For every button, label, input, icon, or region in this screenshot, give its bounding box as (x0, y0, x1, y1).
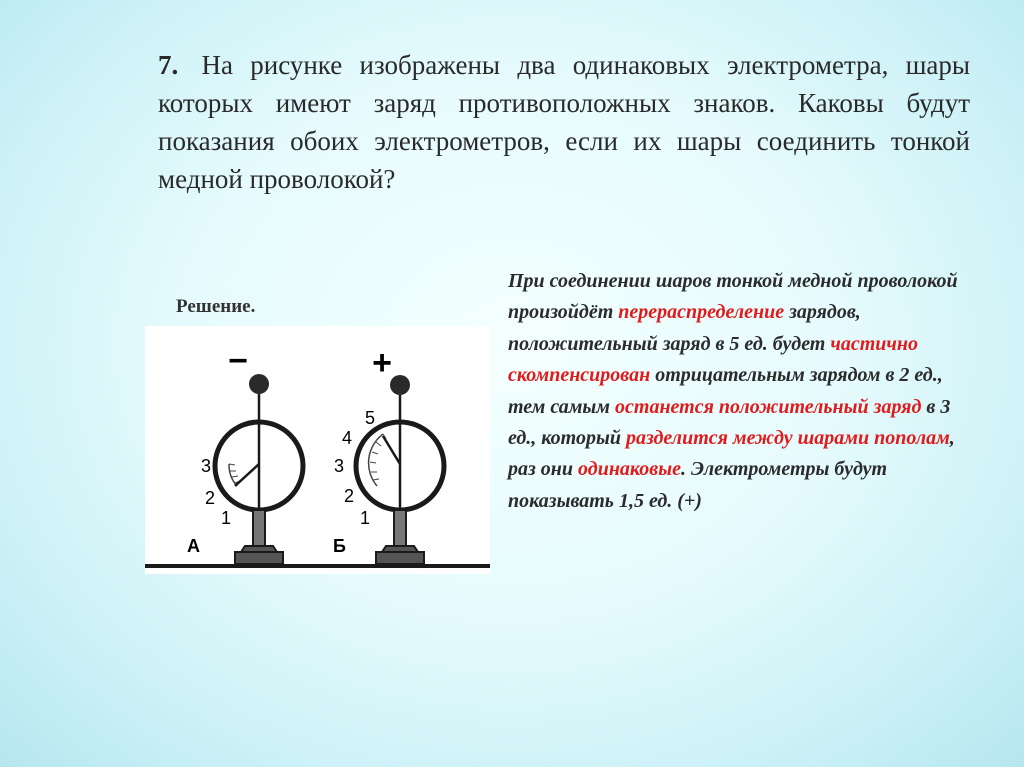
electrometer-b-label: Б (333, 536, 346, 556)
answer-text: отрицательным зарядом в 2 ед., тем самым (508, 364, 943, 418)
electrometer-b-ball (390, 375, 410, 395)
solution-label: Решение. (176, 296, 256, 317)
electrometer-a-stand (253, 510, 265, 546)
electrometer-a-base (235, 552, 283, 564)
electrometer-a-scale-3: 3 (201, 456, 212, 476)
electrometer-b-stand (394, 510, 406, 546)
electrometer-b-base (376, 552, 424, 564)
electrometer-a-ball (249, 374, 269, 394)
question-body: На рисунке изображены два одинаковых электрометра, шары которых имеют заряд противоположных знаков. Каковы будут показания обоих электрометров, если их шары соединить тонкой медной проволокой? (158, 50, 971, 194)
answer-highlight: частично скомпенсирован (508, 332, 919, 387)
answer-highlight: одинаковые (578, 458, 681, 481)
electrometer-a-label: А (187, 536, 200, 556)
question-number: 7. (158, 50, 179, 80)
answer-text-block (508, 266, 978, 517)
electrometer-b-sign: + (372, 344, 392, 382)
electrometer-b-scale-1: 1 (360, 508, 371, 528)
answer-text: При соединении шаров тонкой медной проволокой произойдёт (508, 270, 958, 324)
electrometer-b-scale-2: 2 (344, 486, 355, 506)
question-text-block (158, 46, 970, 198)
answer-text: . Электрометры будут показывать 1,5 ед. (+) (508, 458, 888, 512)
answer-text: , раз они (508, 427, 955, 481)
electrometer-b-scale-5: 5 (365, 408, 376, 428)
electrometer-b-scale-4: 4 (342, 428, 353, 448)
answer-text: зарядов, положительный заряд в 5 ед. будет (508, 301, 861, 355)
electrometers-figure (145, 326, 490, 574)
electrometer-a-scale-1: 1 (221, 508, 232, 528)
electrometer-b (333, 344, 444, 564)
answer-highlight: перераспределение (618, 301, 785, 324)
electrometer-a-sign: − (228, 342, 248, 380)
electrometers-drawing (145, 326, 490, 574)
electrometer-b-scale-3: 3 (334, 456, 345, 476)
answer-highlight: разделится между шарами пополам (625, 427, 950, 450)
answer-highlight: останется положительный заряд (615, 395, 922, 418)
electrometer-a-scale-2: 2 (205, 488, 216, 508)
electrometer-a (187, 342, 303, 564)
answer-text: в 3 ед., который (508, 395, 951, 450)
